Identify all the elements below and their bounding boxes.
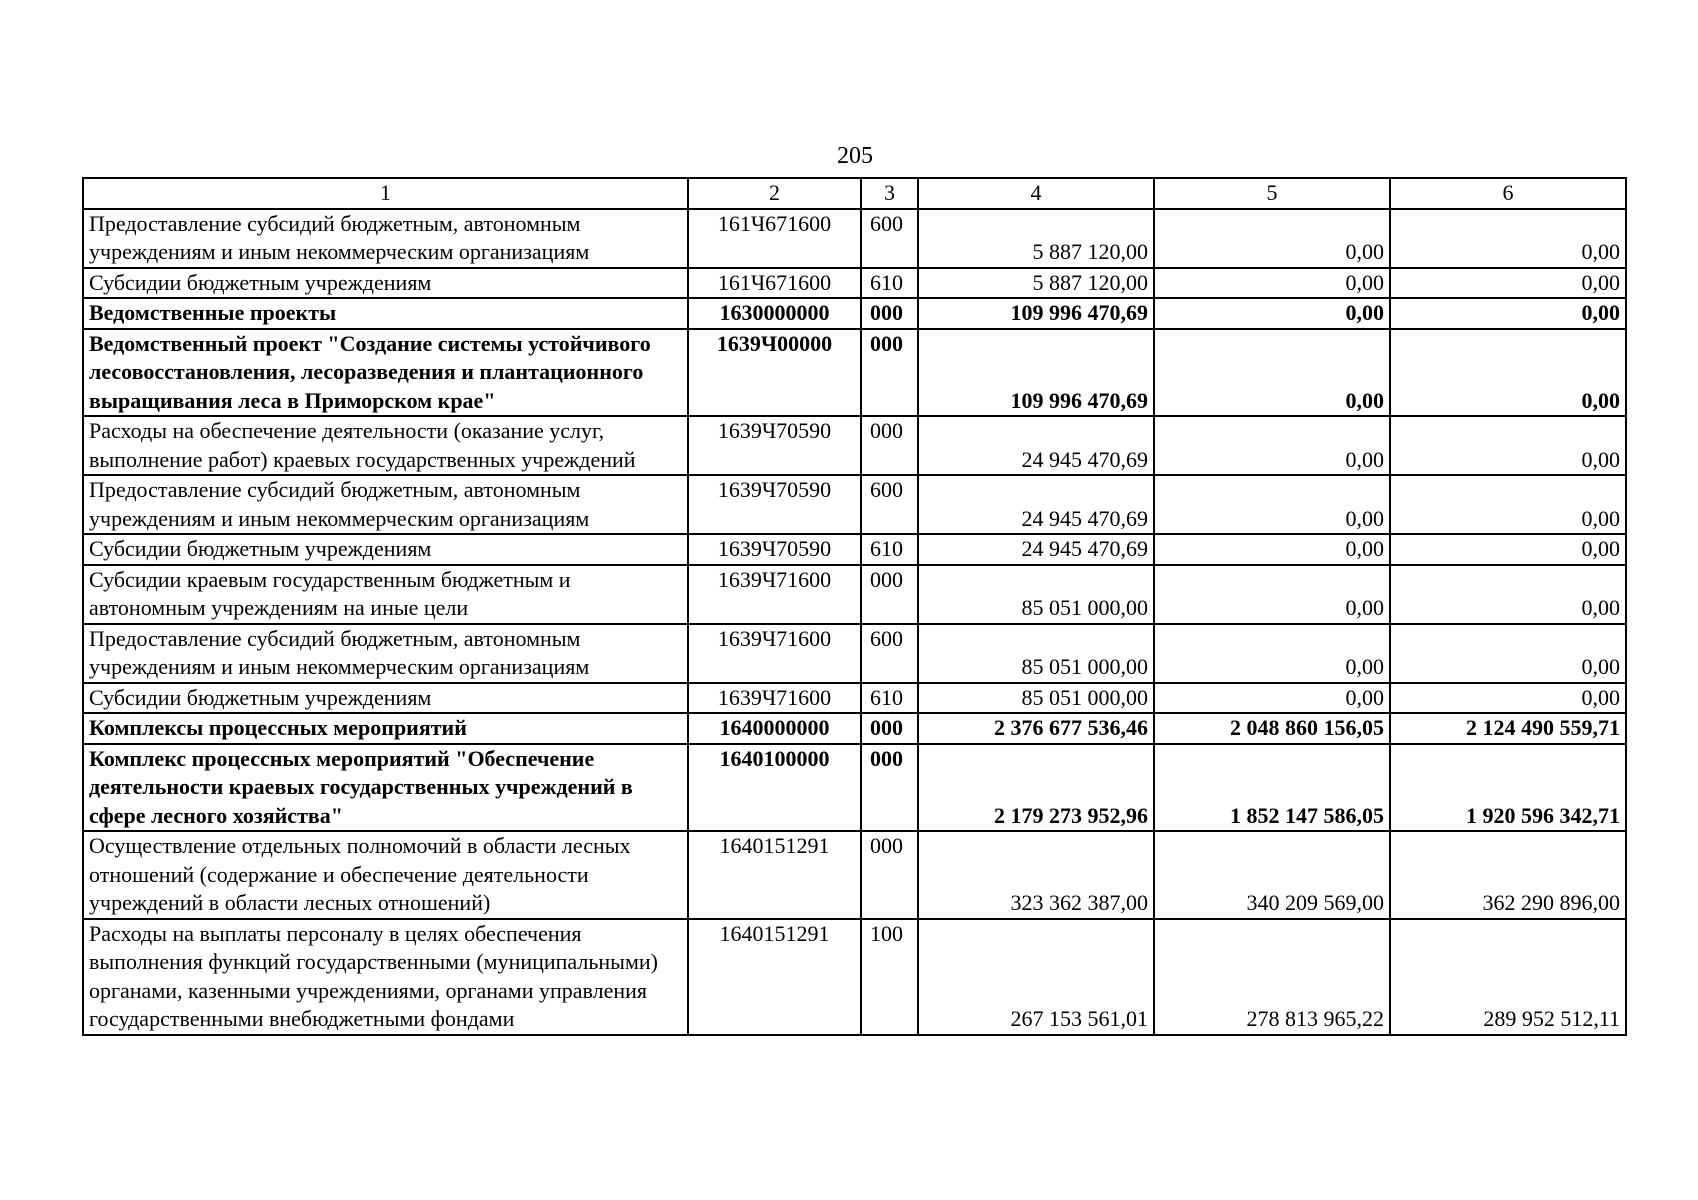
row-category-cell: 000 (861, 713, 918, 744)
table-row (83, 919, 1626, 1035)
row-value-6-cell: 0,00 (1390, 329, 1626, 417)
row-value-5-cell: 2 048 860 156,05 (1154, 713, 1390, 744)
row-category-cell: 000 (861, 744, 918, 832)
row-value-6-cell: 0,00 (1390, 475, 1626, 534)
row-value-6-cell: 0,00 (1390, 624, 1626, 683)
header-cell-5: 5 (1154, 178, 1390, 209)
row-code-cell: 1630000000 (688, 298, 861, 329)
row-category-cell: 600 (861, 624, 918, 683)
row-name-cell: Комплекс процессных мероприятий "Обеспечение деятельности краевых государственных учреждений в сфере лесного хозяйства" (83, 744, 688, 832)
row-value-5-cell: 0,00 (1154, 534, 1390, 565)
row-value-4-cell: 5 887 120,00 (918, 209, 1154, 268)
row-code-cell: 1639Ч71600 (688, 624, 861, 683)
row-category-cell: 000 (861, 565, 918, 624)
table-row (83, 475, 1626, 534)
row-category-cell: 000 (861, 831, 918, 919)
row-name-cell: Предоставление субсидий бюджетным, автономным учреждениям и иным некоммерческим организациям (83, 475, 688, 534)
row-code-cell: 1640151291 (688, 919, 861, 1035)
row-value-5-cell: 0,00 (1154, 268, 1390, 299)
row-name-cell: Субсидии бюджетным учреждениям (83, 534, 688, 565)
row-name-cell: Предоставление субсидий бюджетным, автономным учреждениям и иным некоммерческим организациям (83, 209, 688, 268)
header-cell-3: 3 (861, 178, 918, 209)
row-code-cell: 1639Ч71600 (688, 683, 861, 714)
row-category-cell: 600 (861, 475, 918, 534)
row-category-cell: 610 (861, 268, 918, 299)
table-row (83, 209, 1626, 268)
row-category-cell: 000 (861, 416, 918, 475)
row-value-6-cell: 362 290 896,00 (1390, 831, 1626, 919)
row-value-6-cell: 289 952 512,11 (1390, 919, 1626, 1035)
table-row (83, 416, 1626, 475)
row-category-cell: 610 (861, 534, 918, 565)
budget-table (82, 177, 1627, 1036)
page-number: 205 (837, 143, 873, 169)
row-value-6-cell: 0,00 (1390, 416, 1626, 475)
row-code-cell: 161Ч671600 (688, 268, 861, 299)
row-value-5-cell: 0,00 (1154, 298, 1390, 329)
table-row (83, 713, 1626, 744)
row-value-5-cell: 0,00 (1154, 416, 1390, 475)
row-value-4-cell: 109 996 470,69 (918, 298, 1154, 329)
row-value-5-cell: 0,00 (1154, 624, 1390, 683)
row-value-4-cell: 24 945 470,69 (918, 475, 1154, 534)
row-value-4-cell: 267 153 561,01 (918, 919, 1154, 1035)
row-value-6-cell: 0,00 (1390, 683, 1626, 714)
row-value-5-cell: 0,00 (1154, 209, 1390, 268)
row-name-cell: Осуществление отдельных полномочий в области лесных отношений (содержание и обеспечение деятельности учреждений в области лесных отношений) (83, 831, 688, 919)
row-value-5-cell: 0,00 (1154, 475, 1390, 534)
row-name-cell: Субсидии бюджетным учреждениям (83, 683, 688, 714)
row-name-cell: Ведомственный проект "Создание системы устойчивого лесовосстановления, лесоразведения и плантационного выращивания леса в Приморском крае" (83, 329, 688, 417)
row-value-6-cell: 1 920 596 342,71 (1390, 744, 1626, 832)
row-code-cell: 1640100000 (688, 744, 861, 832)
row-value-4-cell: 2 179 273 952,96 (918, 744, 1154, 832)
row-name-cell: Субсидии краевым государственным бюджетным и автономным учреждениям на иные цели (83, 565, 688, 624)
row-code-cell: 1639Ч70590 (688, 475, 861, 534)
row-code-cell: 1639Ч71600 (688, 565, 861, 624)
row-value-6-cell: 2 124 490 559,71 (1390, 713, 1626, 744)
row-value-4-cell: 85 051 000,00 (918, 624, 1154, 683)
row-code-cell: 1639Ч70590 (688, 416, 861, 475)
row-value-6-cell: 0,00 (1390, 565, 1626, 624)
header-row (83, 178, 1626, 209)
table-row (83, 298, 1626, 329)
row-code-cell: 1639Ч70590 (688, 534, 861, 565)
row-name-cell: Ведомственные проекты (83, 298, 688, 329)
row-value-4-cell: 323 362 387,00 (918, 831, 1154, 919)
row-value-6-cell: 0,00 (1390, 209, 1626, 268)
row-value-4-cell: 24 945 470,69 (918, 534, 1154, 565)
row-code-cell: 1640151291 (688, 831, 861, 919)
row-name-cell: Расходы на выплаты персоналу в целях обеспечения выполнения функций государственными (муниципальными) органами, казенными учреждениями, органами управления государственными внебюджетными фондами (83, 919, 688, 1035)
row-value-4-cell: 2 376 677 536,46 (918, 713, 1154, 744)
row-name-cell: Субсидии бюджетным учреждениям (83, 268, 688, 299)
row-code-cell: 1639Ч00000 (688, 329, 861, 417)
row-value-4-cell: 109 996 470,69 (918, 329, 1154, 417)
row-name-cell: Комплексы процессных мероприятий (83, 713, 688, 744)
row-category-cell: 000 (861, 329, 918, 417)
header-cell-4: 4 (918, 178, 1154, 209)
table-row (83, 268, 1626, 299)
row-code-cell: 161Ч671600 (688, 209, 861, 268)
table-row (83, 624, 1626, 683)
header-cell-1: 1 (83, 178, 688, 209)
row-value-5-cell: 0,00 (1154, 683, 1390, 714)
row-value-5-cell: 0,00 (1154, 329, 1390, 417)
row-value-4-cell: 85 051 000,00 (918, 683, 1154, 714)
row-category-cell: 100 (861, 919, 918, 1035)
row-value-4-cell: 24 945 470,69 (918, 416, 1154, 475)
row-value-4-cell: 85 051 000,00 (918, 565, 1154, 624)
table-row (83, 329, 1626, 417)
table-row (83, 565, 1626, 624)
row-name-cell: Расходы на обеспечение деятельности (оказание услуг, выполнение работ) краевых государственных учреждений (83, 416, 688, 475)
row-value-5-cell: 340 209 569,00 (1154, 831, 1390, 919)
header-cell-6: 6 (1390, 178, 1626, 209)
row-category-cell: 610 (861, 683, 918, 714)
row-value-6-cell: 0,00 (1390, 268, 1626, 299)
table-row (83, 744, 1626, 832)
row-value-5-cell: 278 813 965,22 (1154, 919, 1390, 1035)
row-name-cell: Предоставление субсидий бюджетным, автономным учреждениям и иным некоммерческим организациям (83, 624, 688, 683)
row-value-6-cell: 0,00 (1390, 298, 1626, 329)
row-code-cell: 1640000000 (688, 713, 861, 744)
row-category-cell: 600 (861, 209, 918, 268)
table-body (83, 178, 1626, 1035)
row-value-5-cell: 1 852 147 586,05 (1154, 744, 1390, 832)
table-row (83, 534, 1626, 565)
row-value-6-cell: 0,00 (1390, 534, 1626, 565)
table-row (83, 683, 1626, 714)
table-row (83, 831, 1626, 919)
header-cell-2: 2 (688, 178, 861, 209)
row-value-4-cell: 5 887 120,00 (918, 268, 1154, 299)
row-category-cell: 000 (861, 298, 918, 329)
row-value-5-cell: 0,00 (1154, 565, 1390, 624)
